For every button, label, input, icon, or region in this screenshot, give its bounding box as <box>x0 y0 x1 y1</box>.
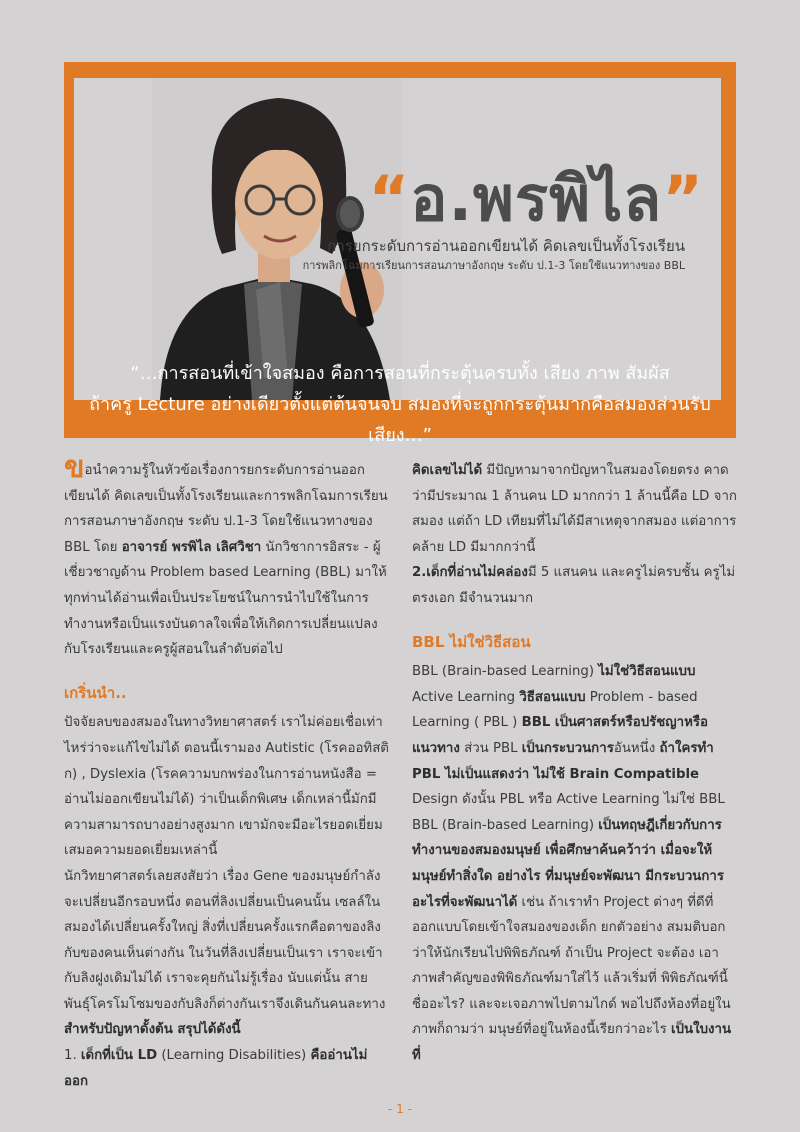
p1-j: ถ้าใครทำ PBL ไม่เป็นแสดงว่า ไม่ใช้ Brain Compatible <box>412 740 714 782</box>
p2-b: เป็นทฤษฎีเกี่ยวกับการทำงานของสมองมนุษย์ เพื่อศึกษาค้นคว้าว่า เมื่อจะให้มนุษย์ทำสิ่งใด อย่างไร ที่มนุษย์จะพัฒนา มีกระบวนการอะไรที่จะพัฒนาได้ <box>412 817 725 910</box>
header-banner <box>64 62 736 446</box>
close-quote-mark: ” <box>662 162 704 235</box>
continued-text: มีปัญหามาจากปัญหาในสมองโดยตรง คาดว่ามีประมาณ 1 ล้านคน LD มากกว่า 1 ล้านนี้คือ LD จากสมอง แต่ถ้า LD เทียมที่ไม่ได้มีสาเหตุจากสมอง แต่อาการคล้าย LD มีมากกว่านี้ <box>412 463 737 555</box>
list-item-2 <box>412 560 738 611</box>
p2-a: BBL (Brain-based Learning) <box>412 817 599 833</box>
list-item-1-bold-2: คืออ่านไม่ออก <box>64 1048 368 1089</box>
p1-b: ไม่ใช่วิธีสอนแบบ <box>598 664 696 680</box>
intro-text-1: อนำความรู้ในหัวข้อเรื่องการยกระดับการอ่านออกเขียนได้ คิดเลขเป็นทั้งโรงเรียนและการพลิกโฉมการเรียนการสอนภาษาอังกฤษ ระดับ ป.1-3 โดยใช้แนวทางของ BBL โดย <box>64 463 388 555</box>
p1-h: เป็นกระบวนการ <box>521 740 614 756</box>
p1-d: วิธีสอนแบบ <box>519 689 586 705</box>
open-quote-mark: “ <box>368 162 411 235</box>
speaker-name-text: อ.พรพิไล <box>410 162 663 235</box>
subtitle-line-2: การพลิกโฉมการเรียนการสอนภาษาอังกฤษ ระดับ ป.1-3 โดยใช้แนวทางของ BBL <box>302 259 685 272</box>
p1-c: Active Learning <box>412 689 520 705</box>
paragraph-brain: ปัจจัยลบของสมองในทางวิทยาศาสตร์ เราไม่ค่อยเชื่อเท่าไหร่ว่าจะแก้ไขไม่ได้ ตอนนี้เรามอง Autistic (โรคออทิสติก) , Dyslexia (โรคความบกพร่องในการอ่านหนังสือ = อ่านไม่ออกเขียนไม่ได้) ว่าเป็นเด็กพิเศษ เด็กเหล่านี้มักมีความสามารถบางอย่างสูงมาก เขามักจะมีอะไรยอดเยี่ยมเสมอความยอดเยี่ยมเหล่านี้ <box>64 715 389 859</box>
summary-heading: สำหรับปัญหาดั้งต้น สรุปได้ดังนี้ <box>64 1022 241 1038</box>
left-column <box>64 450 390 1094</box>
list-item-1 <box>64 1043 390 1094</box>
pull-quote-line-1: “…การสอนที่เข้าใจสมอง คือการสอนที่กระตุ้นครบทั้ง เสียง ภาพ สัมผัส <box>130 363 670 384</box>
paragraph-bbl-definition <box>412 659 738 813</box>
paragraph-bbl-theory <box>412 813 738 1069</box>
p1-e: Problem - based Learning ( PBL ) <box>412 689 698 731</box>
list-item-1-bold: เด็กที่เป็น LD <box>80 1048 158 1064</box>
p2-c: เช่น ถ้าเราทำ Project ต่างๆ ที่ดีที่ออกแบบโดยเข้าใจสมองของเด็ก ยกตัวอย่าง สมมติบอกว่าให้นักเรียนไปพิพิธภัณฑ์ ถ้าเป็น Project จะต้อง เอาภาพสำคัญของพิพิธภัณฑ์มาใส่ไว้ แล้วเริ่มที่ พิพิธภัณฑ์นี้ชื่ออะไร? และจะเจอภาพไปตามไกด์ พอไปถึงห้องที่อยู่ในภาพก็ถามว่า มนุษย์ที่อยู่ในห้องนี้เรียกว่าอะไร <box>412 894 731 1038</box>
continued-bold: คิดเลขไม่ได้ <box>412 463 483 478</box>
section-heading-intro: เกริ่นนำ.. <box>64 683 127 702</box>
list-item-2-bold: 2.เด็กที่อ่านไม่คล่อง <box>412 565 528 581</box>
header-panel <box>74 78 721 400</box>
pull-quote-line-2: ถ้าครู Lecture อย่างเดียวตั้งแต่ต้นจนจบ สมองที่จะถูกกระตุ้นมากคือสมองส่วนรับเสียง…” <box>89 394 711 446</box>
subtitle-line-1: การยกระดับการอ่านออกเขียนได้ คิดเลขเป็นทั้งโรงเรียน <box>327 237 685 255</box>
drop-cap: ข <box>64 450 85 485</box>
list-item-2-text: มี 5 แสนคน และครูไม่ครบชั้น ครูไม่ตรงเอก มีจำนวนมาก <box>412 565 736 606</box>
p2-d: เป็นใบงานที่ <box>412 1022 732 1064</box>
list-item-1-number: 1. <box>64 1048 81 1064</box>
list-item-1-text: (Learning Disabilities) <box>157 1048 311 1064</box>
speaker-name <box>74 162 704 235</box>
paragraph-gene: นักวิทยาศาสตร์เลยสงสัยว่า เรื่อง Gene ของมนุษย์กำลังจะเปลี่ยนอีกรอบหนึ่ง ตอนที่ลิงเปลี่ยนเป็นคนนั้น เซลล์ในสมองได้เปลี่ยนครั้งใหญ่ สิ่งที่เปลี่ยนครั้งแรกคือตาของลิงกับของคนเห็นต่างกัน ในวันที่ลิงเปลี่ยนเป็นเรา เราจะเข้ากับลิงฝูงเดิมไม่ได้ เราจะคุยกันไม่รู้เรื่อง นับแต่นั้น สายพันธุ์โครโมโซมของกับลิงก็ต่างกันเราจึงเดินกันคนละทาง <box>64 868 386 1012</box>
pull-quote <box>64 358 736 451</box>
section-heading-bbl: BBL ไม่ใช่วิธีสอน <box>412 632 531 651</box>
list-item-1-continued <box>412 458 738 560</box>
p1-g: ส่วน PBL <box>459 740 522 756</box>
author-name: อาจารย์ พรพิไล เลิศวิชา <box>121 539 262 555</box>
intro-text-2: นักวิชาการอิสระ - ผู้เชี่ยวชาญด้าน Problem based Learning (BBL) มาให้ทุกท่านได้อ่านเพื่อเป็นประโยชน์ในการนำไปใช้ในการทำงานหรือเป็นแรงบันดาลใจเพื่อให้เกิดการเปลี่ยนแปลงกับโรงเรียนและครูผู้สอนในลำดับต่อไป <box>64 539 387 658</box>
p1-f: BBL เป็นศาสตร์หรือปรัชญาหรือแนวทาง <box>412 715 708 756</box>
p1-a: BBL (Brain-based Learning) <box>412 664 599 680</box>
intro-paragraph <box>64 450 390 663</box>
p1-i: อันหนึ่ง <box>613 740 660 756</box>
p1-k: Design ดังนั้น PBL หรือ Active Learning ไม่ใช่ BBL <box>412 792 725 808</box>
right-column <box>412 458 738 1069</box>
page-number: - 1 - <box>388 1102 412 1116</box>
